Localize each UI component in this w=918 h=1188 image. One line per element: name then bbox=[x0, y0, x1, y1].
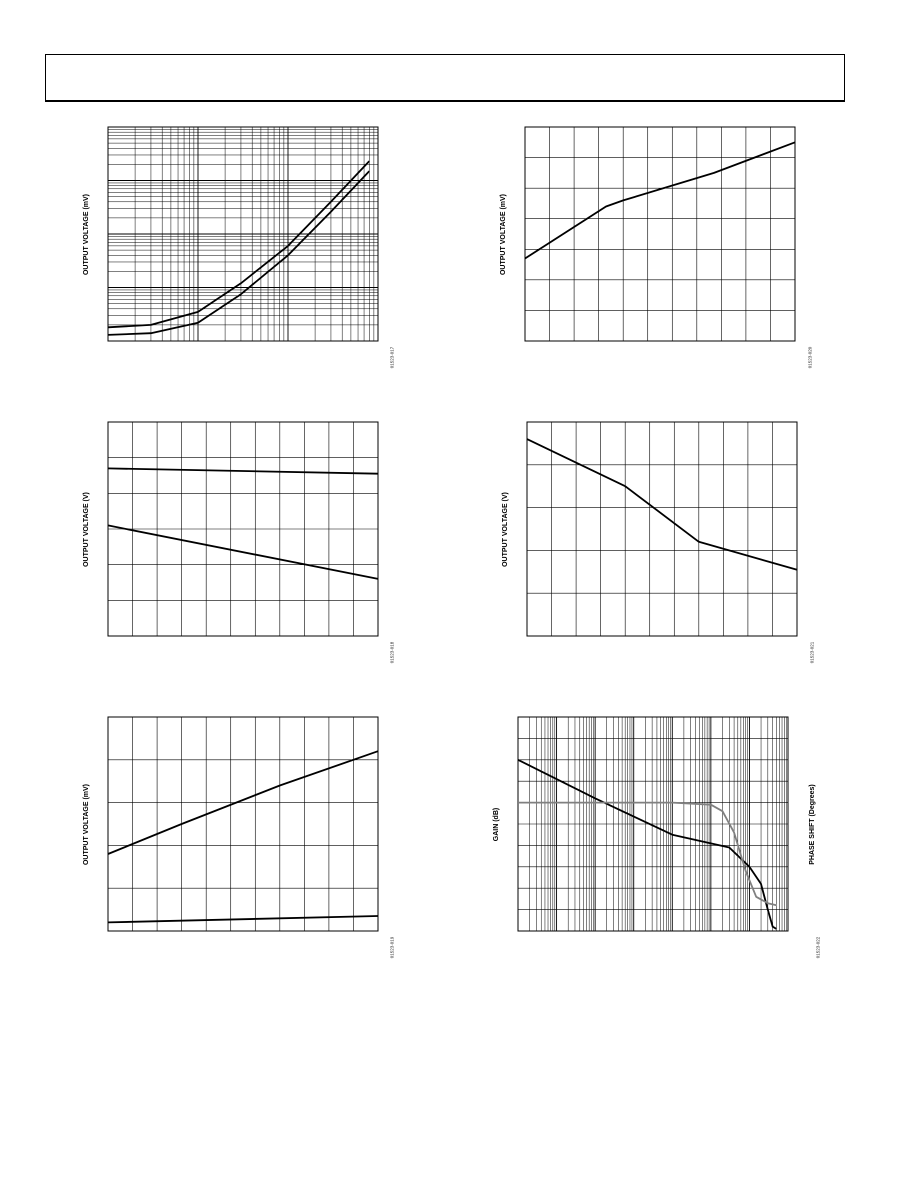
chart-panel-c2 bbox=[525, 127, 795, 341]
series-line-c3-1 bbox=[108, 525, 378, 579]
chart-grid-c4 bbox=[527, 422, 797, 636]
chart-svg-c2 bbox=[525, 127, 795, 341]
figure-code: 01523-019 bbox=[389, 936, 395, 958]
chart-panel-c1 bbox=[108, 127, 378, 341]
y-axis-label: OUTPUT VOLTAGE (mV) bbox=[499, 193, 507, 275]
figure-code: 01523-017 bbox=[389, 346, 395, 368]
chart-svg-c3 bbox=[108, 422, 378, 636]
y2-axis-label: PHASE SHIFT (Degrees) bbox=[808, 783, 816, 865]
chart-svg-c5 bbox=[108, 717, 378, 931]
y-axis-label: OUTPUT VOLTAGE (mV) bbox=[82, 193, 90, 275]
series-line-c3-0 bbox=[108, 468, 378, 473]
chart-grid-c3 bbox=[108, 422, 378, 636]
series-line-c1-0 bbox=[108, 161, 369, 327]
chart-svg-c6 bbox=[518, 717, 788, 931]
plot-frame bbox=[525, 127, 795, 341]
y-axis-label: OUTPUT VOLTAGE (V) bbox=[501, 491, 509, 567]
chart-panel-c4 bbox=[527, 422, 797, 636]
y-axis-label: OUTPUT VOLTAGE (V) bbox=[82, 491, 90, 567]
figure-code: 01523-021 bbox=[809, 641, 815, 663]
series-line-c5-1 bbox=[108, 916, 378, 922]
figure-code: 01523-020 bbox=[807, 346, 813, 368]
chart-panel-c5 bbox=[108, 717, 378, 931]
chart-grid-c2 bbox=[525, 127, 795, 341]
series-line-c2-0 bbox=[525, 142, 795, 258]
chart-grid-c6 bbox=[518, 717, 788, 931]
plot-frame bbox=[108, 717, 378, 931]
series-line-c1-1 bbox=[108, 171, 369, 335]
chart-svg-c4 bbox=[527, 422, 797, 636]
y-axis-label: OUTPUT VOLTAGE (mV) bbox=[82, 783, 90, 865]
chart-panel-c6 bbox=[518, 717, 788, 931]
figure-code: 01523-018 bbox=[389, 641, 395, 663]
figure-code: 01523-022 bbox=[815, 936, 821, 958]
chart-panel-c3 bbox=[108, 422, 378, 636]
y-axis-label: GAIN (dB) bbox=[492, 807, 500, 841]
page-header-box bbox=[45, 54, 845, 102]
plot-frame bbox=[527, 422, 797, 636]
chart-grid-c1 bbox=[108, 127, 378, 341]
chart-grid-c5 bbox=[108, 717, 378, 931]
chart-svg-c1 bbox=[108, 127, 378, 341]
